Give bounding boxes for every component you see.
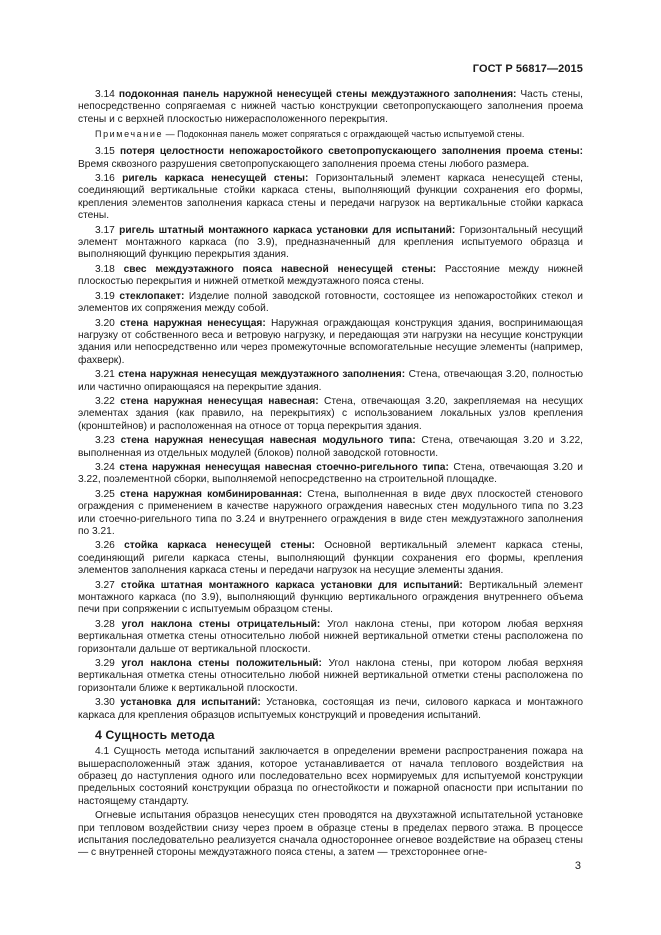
definition-term: угол наклона стены отрицательный:	[121, 618, 321, 630]
definitions-part2	[78, 146, 583, 722]
definition-number: 3.17	[95, 224, 115, 236]
definition-term: стеклопакет:	[119, 290, 185, 302]
definition-3-30	[78, 697, 583, 722]
definition-3-16	[78, 173, 583, 223]
definition-term: свес междуэтажного пояса навесной ненесущей стены:	[123, 263, 437, 275]
section-body	[78, 746, 583, 860]
definition-text: Стена, отвечающая 3.20, закрепляемая на несущих элементах здания (как правило, на перекрытиях) с использованием локальных узлов крепления (кронштейнов) и расположенная на относе от торца перекрытия здания.	[78, 395, 583, 432]
definition-text: Установка, состоящая из печи, силового каркаса и монтажного каркаса для крепления образцов испытуемых конструкций и проведения испытаний.	[78, 697, 583, 721]
definition-3-29	[78, 658, 583, 695]
definition-number: 3.14	[95, 89, 115, 100]
definition-number: 3.23	[95, 435, 115, 447]
definition-term: стена наружная комбинированная:	[119, 488, 303, 500]
definition-3-26	[78, 540, 583, 577]
definition-3-20	[78, 318, 583, 368]
definition-text: Основной вертикальный элемент каркаса стены, соединяющий ригели каркаса стены, выполняющий функции сохранения его формы, крепления элементов заполнения каркаса стены и передачи нагрузок на несущие элементы здания.	[78, 540, 583, 577]
definition-term: стена наружная ненесущая:	[120, 317, 266, 329]
definition-term: ригель штатный монтажного каркаса установки для испытаний:	[119, 224, 456, 236]
definition-text: Расстояние между нижней плоскостью перекрытия и нижней отметкой междуэтажного пояса стены.	[78, 263, 583, 288]
definition-3-15	[78, 146, 583, 171]
definition-term: стойка штатная монтажного каркаса установки для испытаний:	[120, 579, 463, 591]
definition-term: установка для испытаний:	[120, 697, 261, 709]
definition-3-17	[78, 225, 583, 262]
definition-number: 3.15	[95, 146, 115, 158]
document-header: ГОСТ Р 56817—2015	[472, 63, 583, 75]
definition-text: Угол наклона стены, при котором любая верхняя вертикальная отметка стены относительно любой нижней вертикальной отметки стены расположена по горизонтали дальше от вертикальной плоскости.	[78, 618, 583, 655]
definition-text: Горизонтальный элемент каркаса ненесущей стены, соединяющий вертикальные стойки каркаса стены, выполняющий функции сохранения его формы, крепления элементов заполнения каркаса стены и передачи нагрузок на вертикальные стойки каркаса стены.	[78, 173, 583, 222]
definition-term: ригель каркаса ненесущей стены:	[122, 173, 309, 185]
definition-text: Угол наклона стены, при котором любая верхняя вертикальная отметка стены относительно любой нижней вертикальной отметки стены расположена по горизонтали ближе к вертикальной плоскости.	[78, 658, 583, 694]
definition-number: 3.27	[95, 579, 115, 591]
definition-text: Стена, выполненная в виде двух плоскостей стенового ограждения с применением в качестве наружного ограждения навесных стен модульного типа по 3.23 или стоечно-ригельного типа по 3.24 и внутреннего ограждения в виде стен междуэтажного заполнения по 3.21.	[78, 488, 583, 537]
note-paragraph	[78, 129, 583, 140]
definition-3-23	[78, 435, 583, 460]
definition-term: угол наклона стены положительный:	[121, 658, 322, 670]
definition-text: Стена, отвечающая 3.20 и 3.22, поэлементной сборки, выполняемой непосредственно на строительной площадке.	[78, 461, 583, 486]
definition-term: стена наружная ненесущая междуэтажного заполнения:	[118, 369, 406, 381]
definition-term: стена наружная ненесущая навесная стоечно-ригельного типа:	[119, 461, 449, 473]
definition-3-18	[78, 264, 583, 289]
definition-text: Наружная ограждающая конструкция здания, воспринимающая нагрузку от собственного веса и ветровую нагрузку, и передающая эти нагрузки на несущие конструкции здания или непосредственно или через промежуточные вспомогательные несущие элементы (например, фахверк).	[78, 317, 583, 366]
definition-3-19	[78, 291, 583, 316]
definition-3-22	[78, 396, 583, 433]
definition-number: 3.24	[95, 461, 115, 473]
definition-number: 3.20	[95, 317, 115, 329]
definition-term: потеря целостности непожаростойкого светопропускающего заполнения проема стены:	[119, 146, 583, 158]
definition-text: Вертикальный элемент монтажного каркаса (по 3.9), выполняющий функцию вертикального ограждения внутреннего объема печи при сопряжении с испытуемым образцом стены.	[78, 579, 583, 616]
definition-text: Изделие полной заводской готовности, состоящее из непожаростойких стекол и элементов их сопряжения между собой.	[78, 290, 583, 315]
definition-term: стена наружная ненесущая навесная модульного типа:	[120, 435, 416, 447]
definition-term: стена наружная ненесущая навесная:	[120, 395, 319, 407]
definition-3-27	[78, 580, 583, 617]
definition-number: 3.18	[95, 263, 115, 275]
definition-number: 3.29	[95, 658, 115, 670]
definition-3-24	[78, 462, 583, 487]
definition-number: 3.16	[95, 173, 115, 185]
definition-number: 3.21	[95, 369, 115, 381]
definition-number: 3.25	[95, 488, 115, 500]
definition-3-14	[78, 89, 583, 126]
definition-3-21	[78, 369, 583, 394]
definitions-part1	[78, 89, 583, 126]
definition-number: 3.22	[95, 395, 115, 407]
definition-text: Часть стены, непосредственно сопрягаемая с нижней частью конструкции светопропускающего заполнения проема стены и с верхней плоскостью нижерасположенного перекрытия.	[78, 89, 583, 125]
definition-number: 3.26	[95, 540, 115, 552]
definition-text: Время сквозного разрушения светопропускающего заполнения проема стены любого размера.	[78, 158, 530, 170]
definition-text: Горизонтальный несущий элемент монтажного каркаса (по 3.9), предназначенный для крепления испытуемого образца и выполняющий функцию перекрытия здания.	[78, 224, 583, 261]
note-label: Примечание	[95, 129, 164, 140]
page-number: 3	[574, 860, 581, 872]
definition-number: 3.30	[95, 697, 115, 709]
section-paragraph: Огневые испытания образцов ненесущих стен проводятся на двухэтажной испытательной установке при тепловом воздействии снизу через проем в образце стены в пределах первого этажа. В процессе испытания последовательно реализуется сначала одностороннее огневое воздействие на образец стены — с внутренней стороны междуэтажного пояса стены, а затем — трехстороннее огне-	[78, 810, 583, 859]
section-paragraph: 4.1 Сущность метода испытаний заключается в определении времени распространения пожара на вышерасположенный этаж здания, которое устанавливается от начала теплового воздействия на образец до наступления одного или последовательно всех нормируемых для испытуемой конструкции предельных состояний конструкции образца по огнестойкости и пожарной опасности при испытании по настоящему стандарту.	[78, 746, 583, 807]
definition-number: 3.28	[95, 618, 115, 630]
definition-term: стойка каркаса ненесущей стены:	[124, 540, 315, 552]
definition-3-28	[78, 619, 583, 656]
definition-text: Стена, отвечающая 3.20 и 3.22, выполненная из отдельных модулей (блоков) полной заводской готовности.	[78, 435, 583, 459]
definition-text: Стена, отвечающая 3.20, полностью или частично опирающаяся на перекрытие здания.	[78, 369, 583, 393]
document-body	[78, 89, 583, 862]
definition-term: подоконная панель наружной ненесущей стены междуэтажного заполнения:	[118, 89, 517, 100]
note-text: — Подоконная панель может сопрягаться с ограждающей частью испытуемой стены.	[163, 129, 525, 140]
section-heading: 4 Сущность метода	[95, 728, 215, 743]
definition-3-25	[78, 489, 583, 539]
definition-number: 3.19	[95, 290, 115, 302]
